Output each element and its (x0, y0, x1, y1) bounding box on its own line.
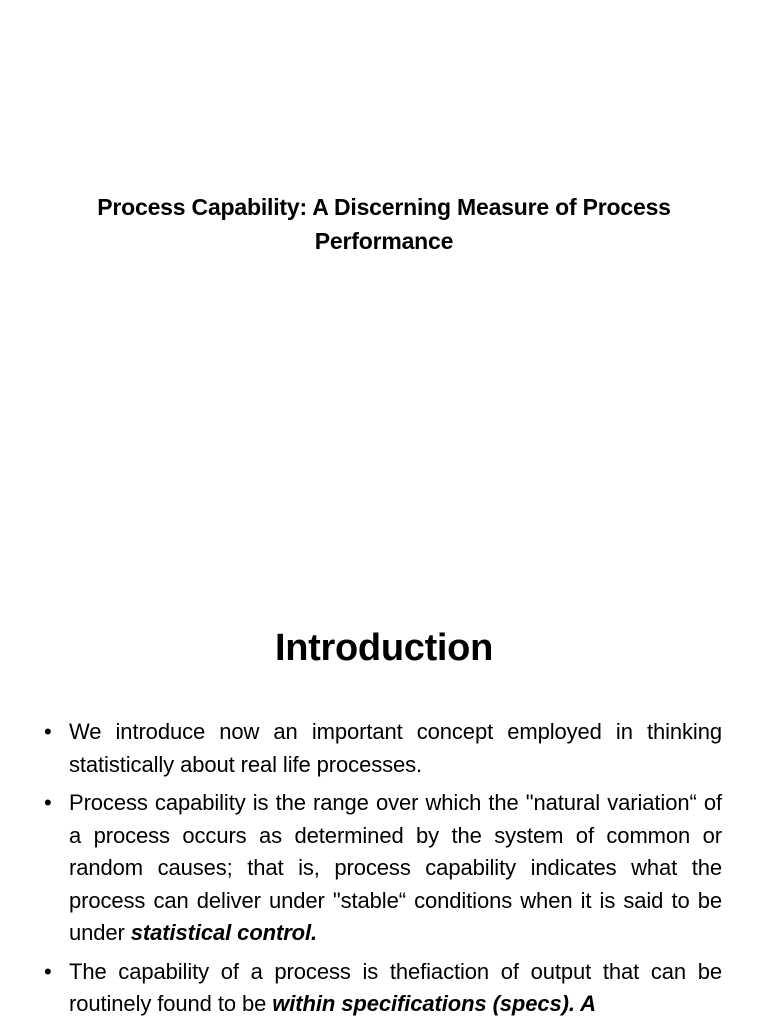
bullet-emphasis-3: within specifications (specs). A (272, 991, 596, 1016)
bullet-list (42, 716, 722, 1024)
bullet-dot-icon: • (44, 790, 52, 815)
presentation-title: Process Capability: A Discerning Measure of Process Performance (97, 194, 671, 254)
bullet-text-2: Process capability is the range over which the "natural variation“ of a process occurs as determined by the system of common or random causes; that is, process capability indicates what the process can deliver under "stable“ conditions when it is said to be under (69, 790, 722, 945)
bullet-emphasis-2: statistical control. (130, 920, 318, 945)
bullet-dot-icon: • (44, 719, 52, 744)
bullet-item-2 (42, 787, 722, 950)
bullet-text-3: The capability of a process is thefiaction of output that can be routinely found to be (69, 958, 722, 1016)
section-heading: Introduction (274, 627, 494, 669)
bullet-item-3 (42, 956, 722, 1021)
introduction-slide (0, 580, 768, 1024)
bullet-dot-icon: • (44, 958, 52, 984)
bullet-item-1 (42, 716, 722, 781)
bullet-text-1: We introduce now an important concept employed in thinking statistically about real life processes. (69, 719, 722, 777)
